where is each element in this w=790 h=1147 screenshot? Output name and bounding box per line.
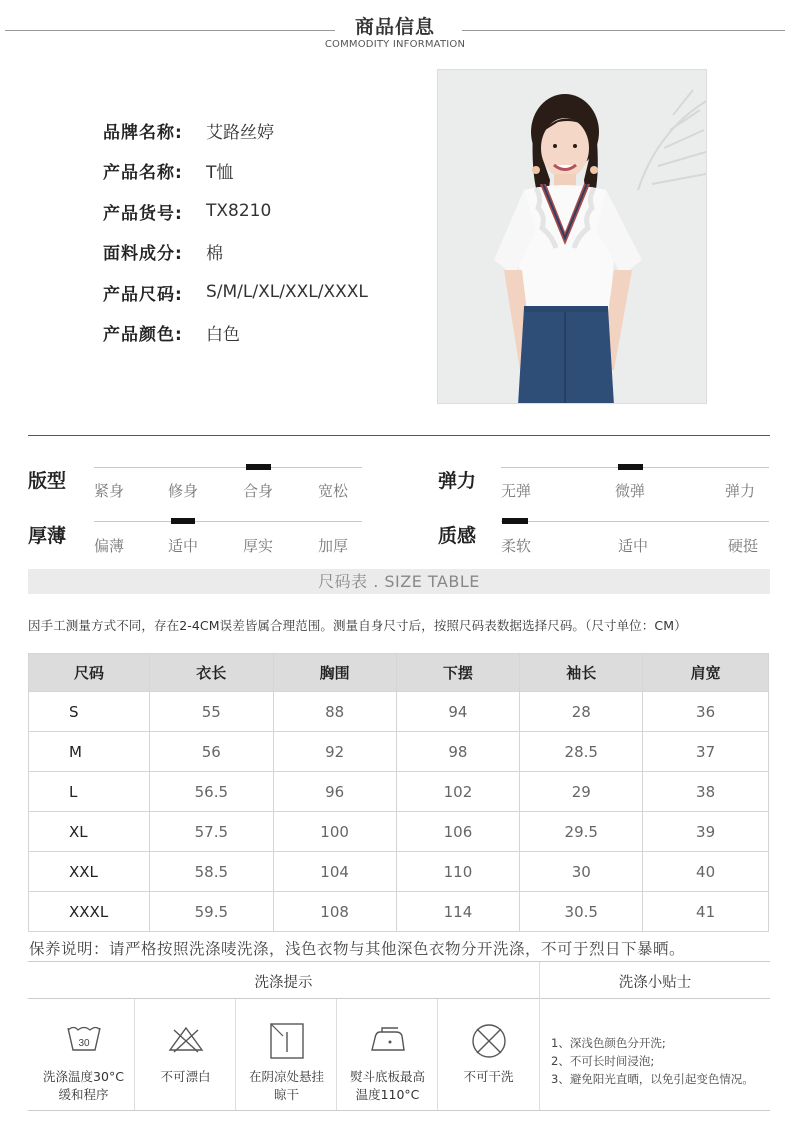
column-header: 肩宽 [643, 654, 769, 692]
product-photo [437, 69, 707, 404]
thickness-scale-marker [171, 518, 195, 524]
no-bleach-icon [135, 1022, 236, 1060]
table-cell: S [29, 692, 150, 732]
wash-cell-no-bleach [135, 1000, 236, 1110]
wash-tip: 3、避免阳光直晒，以免引起变色情况。 [551, 1072, 754, 1086]
wash-tips-list [551, 1034, 754, 1088]
fit-scale-marker [246, 464, 271, 470]
table-cell: 106 [396, 812, 520, 852]
info-label: 产品尺码: [103, 284, 183, 305]
texture-option: 硬挺 [728, 537, 759, 555]
table-row [29, 732, 769, 772]
table-cell: 28.5 [520, 732, 643, 772]
table-cell: XL [29, 812, 150, 852]
care-instructions: 保养说明：请严格按照洗涤唛洗涤，浅色衣物与其他深色衣物分开洗涤，不可于烈日下暴晒。 [29, 940, 686, 958]
table-cell: 40 [643, 852, 769, 892]
table-cell: 56 [149, 732, 273, 772]
elasticity-option: 弹力 [725, 482, 756, 500]
wash-mid-line [28, 998, 770, 999]
table-cell: 94 [396, 692, 520, 732]
table-cell: 59.5 [149, 892, 273, 932]
table-cell: 57.5 [149, 812, 273, 852]
section-header [0, 10, 790, 56]
wash-heading: 洗涤提示 [254, 975, 313, 991]
section-divider [28, 435, 770, 436]
wash-label-line: 在阴凉处悬挂 [248, 1069, 324, 1084]
info-row-sizes [103, 272, 368, 313]
table-cell: 100 [273, 812, 396, 852]
info-label: 产品名称: [103, 163, 183, 184]
info-value: S/M/L/XL/XXL/XXXL [206, 282, 368, 303]
table-cell: 114 [396, 892, 520, 932]
wash-label-line: 熨斗底板最高 [349, 1069, 425, 1084]
size-table [28, 653, 769, 932]
wash-label-line: 晾干 [273, 1087, 299, 1102]
elasticity-scale-marker [618, 464, 643, 470]
wash-temp-number: 30 [77, 1038, 90, 1049]
table-cell: 30 [520, 852, 643, 892]
table-cell: 38 [643, 772, 769, 812]
iron-icon [337, 1022, 438, 1060]
texture-scale-marker [502, 518, 528, 524]
wash-bottom-line [28, 1110, 770, 1111]
attr-thickness-label: 厚薄 [28, 525, 67, 547]
product-info-list [103, 110, 368, 353]
table-cell: 108 [273, 892, 396, 932]
column-header: 胸围 [273, 654, 396, 692]
column-header: 袖长 [520, 654, 643, 692]
wash-label-line: 洗涤温度30°C [43, 1069, 124, 1084]
table-row [29, 852, 769, 892]
fit-option: 紧身 [94, 482, 125, 500]
table-row [29, 812, 769, 852]
texture-option: 适中 [618, 537, 649, 555]
table-cell: 56.5 [149, 772, 273, 812]
table-cell: 29.5 [520, 812, 643, 852]
texture-option: 柔软 [501, 537, 532, 555]
table-cell: 92 [273, 732, 396, 772]
table-cell: XXXL [29, 892, 150, 932]
table-header-row [29, 654, 769, 692]
table-cell: L [29, 772, 150, 812]
wash-tips-heading: 洗涤小贴士 [618, 975, 692, 991]
table-row [29, 692, 769, 732]
fit-option: 宽松 [318, 482, 349, 500]
size-table-note: 因手工测量方式不同，存在2-4CM误差皆属合理范围。测量自身尺寸后，按照尺码表数据选择尺码。（尺寸单位：CM） [28, 618, 687, 633]
table-cell: 41 [643, 892, 769, 932]
attr-fit-label: 版型 [28, 470, 67, 492]
table-cell: 28 [520, 692, 643, 732]
info-row-brand [103, 110, 368, 151]
wash-30-icon [33, 1022, 134, 1060]
info-value: T恤 [206, 163, 234, 184]
table-row [29, 892, 769, 932]
thickness-option: 偏薄 [94, 537, 125, 555]
section-title: 商品信息 [354, 16, 435, 38]
wash-tip: 1、深浅色颜色分开洗; [551, 1036, 666, 1050]
table-cell: 36 [643, 692, 769, 732]
table-cell: M [29, 732, 150, 772]
wash-cell-hang-dry [236, 1000, 337, 1110]
table-cell: 39 [643, 812, 769, 852]
info-value: 艾路丝婷 [206, 122, 274, 143]
info-label: 产品颜色: [103, 325, 183, 346]
thickness-option: 适中 [168, 537, 199, 555]
column-header: 尺码 [29, 654, 150, 692]
info-row-sku [103, 191, 368, 232]
table-cell: 98 [396, 732, 520, 772]
wash-cell-no-dry-clean [438, 1000, 539, 1110]
info-label: 产品货号: [103, 203, 183, 224]
table-cell: 30.5 [520, 892, 643, 932]
info-row-color [103, 313, 368, 354]
info-label: 面料成分: [103, 244, 183, 265]
table-cell: 55 [149, 692, 273, 732]
wash-label [236, 1068, 337, 1104]
elasticity-option: 微弹 [615, 482, 646, 500]
wash-label-line: 不可干洗 [463, 1069, 514, 1084]
no-tumble-dry-icon [438, 1022, 539, 1060]
table-cell: 102 [396, 772, 520, 812]
wash-cell-temperature [33, 1000, 134, 1110]
column-header: 衣长 [149, 654, 273, 692]
wash-label [33, 1068, 134, 1104]
table-cell: 96 [273, 772, 396, 812]
hang-dry-icon [236, 1022, 337, 1060]
column-header: 下摆 [396, 654, 520, 692]
table-cell: 104 [273, 852, 396, 892]
thickness-option: 加厚 [318, 537, 349, 555]
wash-label [438, 1068, 539, 1086]
thickness-scale-line [94, 521, 362, 522]
thickness-option: 厚实 [243, 537, 274, 555]
elasticity-option: 无弹 [501, 482, 532, 500]
attr-texture-label: 质感 [438, 525, 477, 547]
wash-tip: 2、不可长时间浸泡; [551, 1054, 655, 1068]
table-row [29, 772, 769, 812]
wash-top-line [28, 961, 770, 962]
table-cell: XXL [29, 852, 150, 892]
size-table-banner: 尺码表 . SIZE TABLE [28, 569, 770, 594]
table-cell: 88 [273, 692, 396, 732]
section-subtitle: COMMODITY INFORMATION [324, 39, 466, 50]
table-cell: 37 [643, 732, 769, 772]
table-cell: 29 [520, 772, 643, 812]
wash-label [135, 1068, 236, 1086]
info-value: 白色 [206, 325, 240, 346]
wash-label-line: 不可漂白 [160, 1069, 211, 1084]
wash-label [337, 1068, 438, 1104]
info-value: TX8210 [206, 201, 272, 222]
info-row-fabric [103, 232, 368, 273]
attr-elasticity-label: 弹力 [438, 470, 477, 492]
texture-scale-line [501, 521, 769, 522]
fit-option: 修身 [168, 482, 199, 500]
wash-label-line: 温度110°C [355, 1087, 420, 1102]
table-cell: 110 [396, 852, 520, 892]
fit-scale-line [94, 467, 362, 468]
fit-option: 合身 [243, 482, 274, 500]
wash-cell-iron [337, 1000, 438, 1110]
wash-label-line: 缓和程序 [58, 1087, 109, 1102]
info-label: 品牌名称: [103, 122, 183, 143]
table-cell: 58.5 [149, 852, 273, 892]
info-value: 棉 [206, 244, 223, 265]
info-row-name [103, 151, 368, 192]
